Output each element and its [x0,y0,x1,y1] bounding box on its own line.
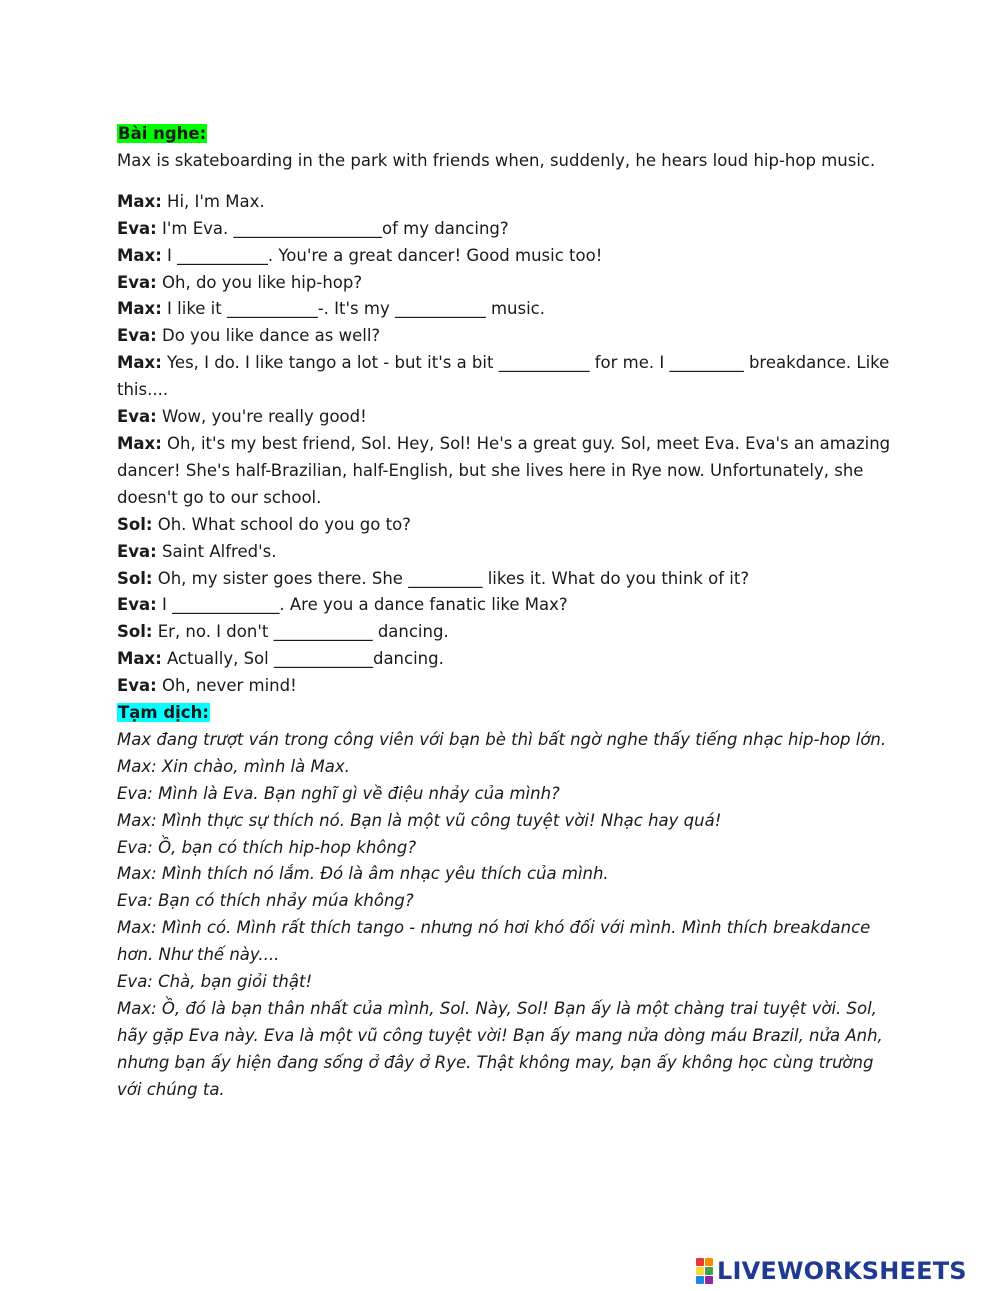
dialogue-line [117,431,897,512]
dialogue-line [117,673,897,700]
dialogue-line [117,539,897,566]
intro-paragraph: Max is skateboarding in the park with friends when, suddenly, he hears loud hip-hop music. [117,150,876,170]
translation-line: Eva: Ồ, bạn có thích hip-hop không? [117,837,417,857]
dialogue-text: Actually, Sol ____________dancing. [161,649,444,669]
logo-block [705,1267,713,1275]
dialogue-line [117,270,897,297]
listening-heading: Bài nghe: [118,124,207,143]
dialogue-line [117,216,897,243]
translation-line: Max: Mình có. Mình rất thích tango - nhưng nó hơi khó đối với mình. Mình thích breakdance hơn. Như thế này.... [117,918,871,965]
liveworksheets-logo [696,1256,967,1286]
dialogue-text: I like it ___________-. It's my ___________ music. [161,299,545,319]
dialogue-text: Oh, it's my best friend, Sol. Hey, Sol! He's a great guy. Sol, meet Eva. Eva's an amazing dancer! She's half-Brazilian, half-English, but she lives here in Rye now. Unfortunately, she doesn't go to our school. [117,433,891,507]
dialogue-line [117,512,897,539]
translation-line: Eva: Bạn có thích nhảy múa không? [117,891,414,911]
dialogue-text: Hi, I'm Max. [161,191,265,211]
dialogue-line [117,296,897,323]
dialogue-line [117,646,897,673]
dialogue-text: Oh, never mind! [156,676,297,696]
listening-heading-row [117,121,897,148]
logo-block [705,1276,713,1284]
speaker-name: Eva: [117,218,157,238]
translation-heading-row [117,700,897,727]
dialogue-line [117,189,897,216]
speaker-name: Eva: [117,272,157,292]
dialogue-text: Oh, do you like hip-hop? [156,272,363,292]
speaker-name: Max: [117,649,162,669]
logo-block [696,1258,704,1266]
translation-line: Max đang trượt ván trong công viên với bạn bè thì bất ngờ nghe thấy tiếng nhạc hip-hop lớn. [117,729,887,749]
speaker-name: Eva: [117,326,157,346]
dialogue-text: Wow, you're really good! [156,407,367,427]
speaker-name: Max: [117,245,162,265]
dialogue-line [117,404,897,431]
logo-text: LIVEWORKSHEETS [717,1257,967,1285]
dialogue-text: Oh. What school do you go to? [152,514,411,534]
speaker-name: Sol: [117,568,153,588]
speaker-name: Max: [117,433,162,453]
dialogue-line [117,592,897,619]
speaker-name: Eva: [117,676,157,696]
dialogue-text: Yes, I do. I like tango a lot - but it's a bit ___________ for me. I _________ breakdance. Like this.... [117,353,890,400]
logo-icon [696,1258,713,1284]
dialogue-text: I ___________. You're a great dancer! Good music too! [161,245,603,265]
logo-block [705,1258,713,1266]
translation-line: Max: Ồ, đó là bạn thân nhất của mình, Sol. Này, Sol! Bạn ấy là một chàng trai tuyệt vời. Sol, hãy gặp Eva này. Eva là một vũ công tuyệt vời! Bạn ấy mang nửa dòng máu Brazil, nửa Anh, nhưng bạn ấy hiện đang sống ở đây ở Rye. Thật không may, bạn ấy không học cùng trường với chúng ta. [117,999,883,1099]
dialogue-line [117,323,897,350]
speaker-name: Sol: [117,622,153,642]
translation-section [117,727,897,1104]
dialogue-line [117,566,897,593]
dialogue-section [117,189,897,700]
speaker-name: Max: [117,299,162,319]
translation-heading: Tạm dịch: [118,703,209,723]
speaker-name: Eva: [117,595,157,615]
speaker-name: Sol: [117,514,153,534]
logo-block [696,1276,704,1284]
dialogue-text: I _____________. Are you a dance fanatic like Max? [156,595,568,615]
dialogue-text: I'm Eva. __________________of my dancing? [156,218,509,238]
dialogue-line [117,619,897,646]
speaker-name: Max: [117,191,162,211]
worksheet-page [117,121,897,1104]
dialogue-line [117,243,897,270]
dialogue-text: Oh, my sister goes there. She _________ likes it. What do you think of it? [152,568,750,588]
logo-block [696,1267,704,1275]
translation-line: Eva: Mình là Eva. Bạn nghĩ gì về điệu nhảy của mình? [117,783,560,803]
speaker-name: Eva: [117,541,157,561]
dialogue-line [117,350,897,404]
speaker-name: Max: [117,353,162,373]
dialogue-text: Do you like dance as well? [156,326,381,346]
translation-line: Eva: Chà, bạn giỏi thật! [117,972,313,992]
dialogue-text: Saint Alfred's. [156,541,277,561]
dialogue-text: Er, no. I don't ____________ dancing. [152,622,449,642]
speaker-name: Eva: [117,407,157,427]
translation-line: Max: Xin chào, mình là Max. [117,756,350,776]
translation-line: Max: Mình thực sự thích nó. Bạn là một vũ công tuyệt vời! Nhạc hay quá! [117,810,722,830]
translation-line: Max: Mình thích nó lắm. Đó là âm nhạc yêu thích của mình. [117,864,609,884]
